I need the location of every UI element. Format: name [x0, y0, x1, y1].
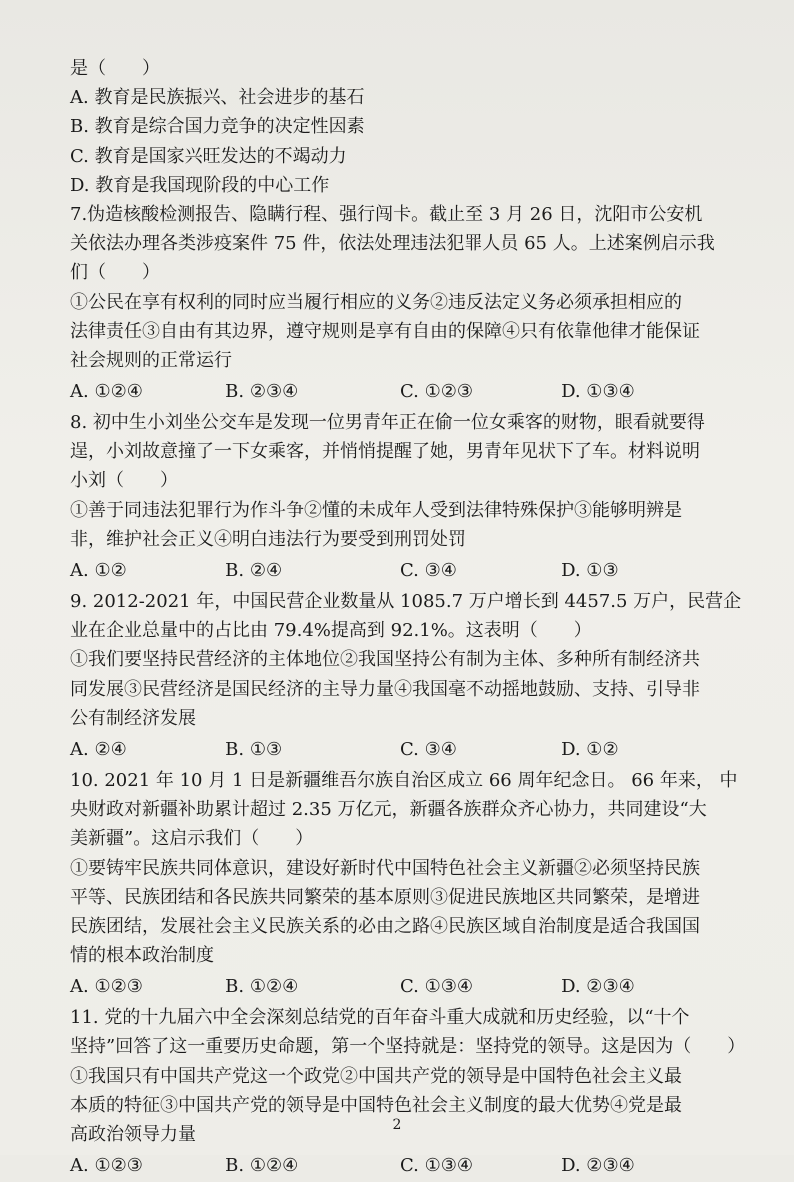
question-10-statement-line: 平等、民族团结和各民族共同繁荣的基本原则③促进民族地区共同繁荣，是增进: [70, 886, 700, 908]
option-c: C. ①③④: [400, 1155, 473, 1177]
question-9-options: [70, 733, 730, 766]
option-c: C. ③④: [400, 559, 457, 581]
question-11-stem-line: 11. 党的十九届六中全会深刻总结党的百年奋斗重大成就和历史经验，以“十个: [70, 1007, 690, 1029]
question-9-stem-line: 业在企业总量中的占比由 79.4%提高到 92.1%。这表明（ ）: [70, 620, 592, 642]
question-9-statement-line: 公有制经济发展: [70, 707, 196, 729]
question-7-statement-line: 社会规则的正常运行: [70, 349, 232, 371]
question-8-stem-line: 小刘（ ）: [70, 470, 178, 492]
option-b: B. ①②④: [225, 976, 299, 998]
question-7-statement-line: 法律责任③自由有其边界，遵守规则是享有自由的保障④只有依靠他律才能保证: [70, 320, 700, 342]
question-8-statement-line: ①善于同违法犯罪行为作斗争②懂的未成年人受到法律特殊保护③能够明辨是: [70, 499, 682, 521]
question-7-stem-line: 关依法办理各类涉疫案件 75 件，依法处理违法犯罪人员 65 人。上述案例启示我: [70, 233, 715, 255]
question-11-statement-line: 高政治领导力量: [70, 1124, 196, 1145]
question-6-option-d: D. 教育是我国现阶段的中心工作: [70, 174, 330, 196]
question-11-statement-line: ①我国只有中国共产党这一个政党②中国共产党的领导是中国特色社会主义最: [70, 1065, 682, 1087]
option-a: A. ①②④: [70, 380, 143, 402]
question-9-statement-line: 同发展③民营经济是国民经济的主导力量④我国毫不动摇地鼓励、支持、引导非: [70, 678, 700, 700]
option-d: D. ②③④: [561, 1155, 635, 1177]
question-7-stem-line: 们（ ）: [70, 262, 160, 284]
option-a: A. ①②: [70, 559, 127, 581]
question-6-option-c: C. 教育是国家兴旺发达的不竭动力: [70, 145, 347, 167]
option-b: B. ①③: [225, 738, 283, 760]
option-c: C. ①②③: [400, 380, 473, 402]
question-9-stem-line: 9. 2012-2021 年，中国民营企业数量从 1085.7 万户增长到 4457.5 万户，民营企: [70, 591, 742, 612]
page-number: 2: [392, 1117, 402, 1133]
question-8-statement-line: 非，维护社会正义④明白违法行为要受到刑罚处罚: [70, 528, 466, 550]
option-a: A. ①②③: [70, 1155, 143, 1177]
question-11-stem-line: 坚持”回答了这一重要历史命题，第一个坚持就是：坚持党的领导。这是因为（ ）: [70, 1036, 746, 1058]
question-6-option-b: B. 教育是综合国力竞争的决定性因素: [70, 116, 365, 138]
option-b: B. ②④: [225, 559, 283, 581]
question-8-stem-line: 8. 初中生小刘坐公交车是发现一位男青年正在偷一位女乘客的财物，眼看就要得: [70, 412, 705, 434]
question-9-statement-line: ①我们要坚持民营经济的主体地位②我国坚持公有制为主体、多种所有制经济共: [70, 649, 700, 671]
question-11-options: [70, 1149, 730, 1182]
option-a: A. ①②③: [70, 976, 143, 998]
option-a: A. ②④: [70, 738, 127, 760]
question-8-options: [70, 554, 730, 587]
question-11-statement-line: 本质的特征③中国共产党的领导是中国特色社会主义制度的最大优势④党是最: [70, 1094, 682, 1116]
question-10-options: [70, 970, 730, 1003]
question-10-statement-line: ①要铸牢民族共同体意识，建设好新时代中国特色社会主义新疆②必须坚持民族: [70, 857, 700, 879]
question-6-stem-end: 是（ ）: [70, 58, 160, 79]
option-d: D. ①③④: [561, 380, 635, 402]
option-d: D. ②③④: [561, 976, 635, 998]
question-10-stem-line: 央财政对新疆补助累计超过 2.35 万亿元，新疆各族群众齐心协力，共同建设“大: [70, 799, 707, 821]
option-c: C. ①③④: [400, 976, 473, 998]
question-10-stem-line: 美新疆”。这启示我们（ ）: [70, 828, 314, 850]
option-b: B. ①②④: [225, 1155, 299, 1177]
question-10-statement-line: 情的根本政治制度: [70, 945, 214, 967]
exam-content: [70, 54, 746, 1182]
question-7-statement-line: ①公民在享有权利的同时应当履行相应的义务②违反法定义务必须承担相应的: [70, 291, 682, 313]
question-8-stem-line: 逞，小刘故意撞了一下女乘客，并悄悄提醒了她，男青年见状下了车。材料说明: [70, 441, 700, 463]
question-7-stem-line: 7.伪造核酸检测报告、隐瞒行程、强行闯卡。截止至 3 月 26 日，沈阳市公安机: [70, 203, 703, 225]
question-6-option-a: A. 教育是民族振兴、社会进步的基石: [70, 87, 365, 109]
option-c: C. ③④: [400, 738, 457, 760]
question-10-stem-line: 10. 2021 年 10 月 1 日是新疆维吾尔族自治区成立 66 周年纪念日。 66 年来， 中: [70, 769, 738, 791]
option-b: B. ②③④: [225, 380, 299, 402]
question-10-statement-line: 民族团结，发展社会主义民族关系的必由之路④民族区域自治制度是适合我国国: [70, 915, 700, 937]
question-7-options: [70, 375, 730, 408]
option-d: D. ①③: [561, 559, 619, 581]
option-d: D. ①②: [561, 738, 619, 760]
